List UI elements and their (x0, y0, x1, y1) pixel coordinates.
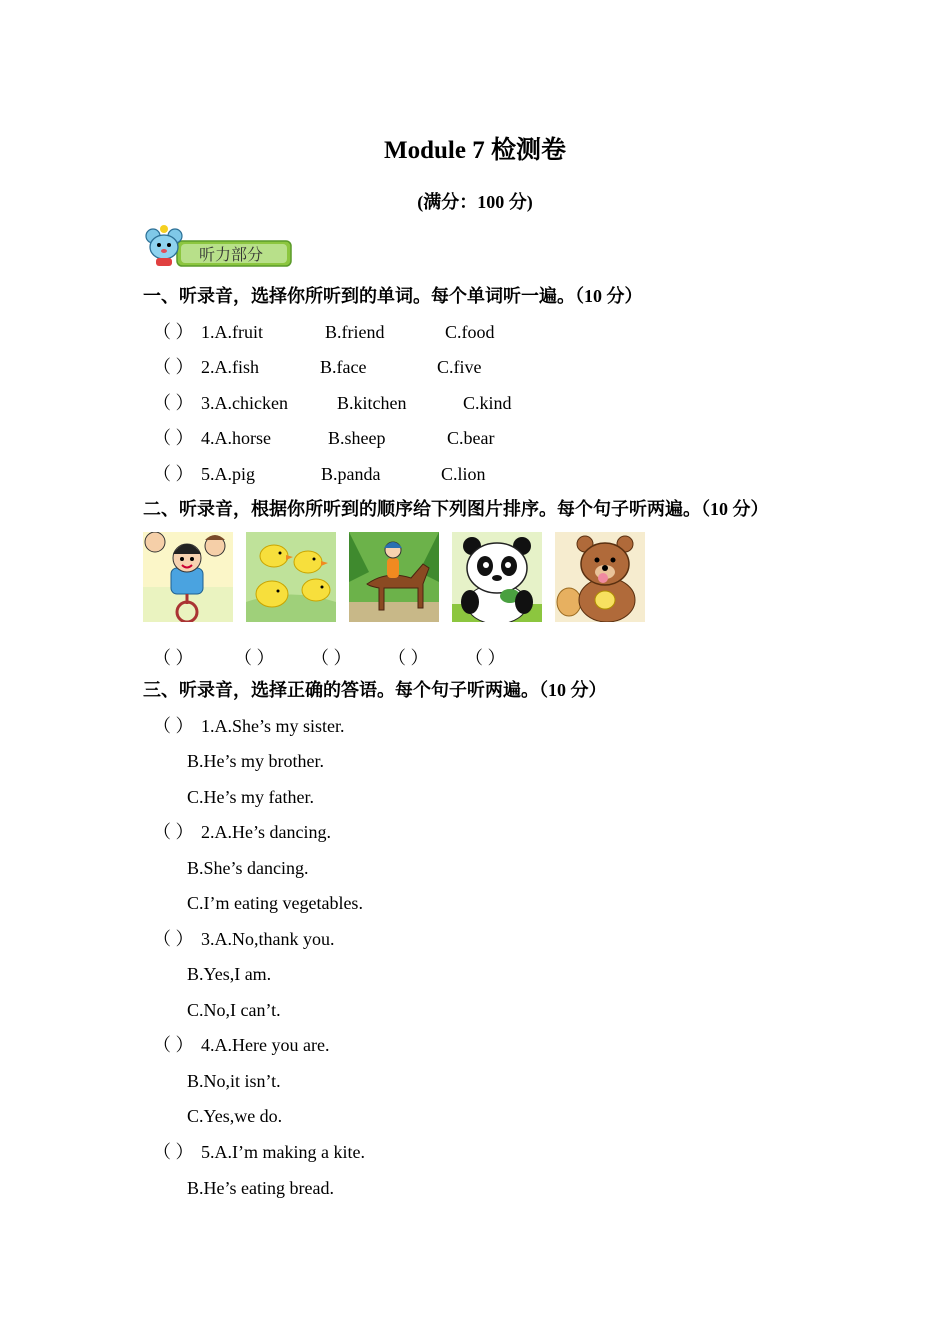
order-blank-4[interactable]: （ ） (388, 648, 429, 668)
bear-icon (555, 532, 645, 622)
horse-rider-picture (349, 532, 439, 622)
bear-honey-picture (555, 532, 645, 622)
option-a: 1.A.fruit (201, 322, 263, 342)
chicks-picture (246, 532, 336, 622)
section3-heading: 三、听录音，选择正确的答语。每个句子听两遍。（10 分） (143, 680, 607, 700)
answer-blank[interactable]: （ ） (153, 1142, 194, 1162)
option-b: B.kitchen (337, 393, 407, 413)
option-c: C.bear (447, 428, 495, 448)
boy-riding-bike-picture (143, 532, 233, 622)
order-blank-2[interactable]: （ ） (234, 648, 275, 668)
badge-label: 听力部分 (199, 245, 264, 264)
option-b: B.face (320, 357, 367, 377)
panda-eating-picture (452, 532, 542, 622)
option-b: B.She’s dancing. (187, 858, 309, 878)
answer-blank[interactable]: （ ） (153, 716, 194, 736)
option-c: C.lion (441, 464, 486, 484)
horse-icon (349, 532, 439, 622)
option-b: B.Yes,I am. (187, 964, 272, 984)
option-c: C.No,I can’t. (187, 1000, 281, 1020)
option-c: C.He’s my father. (187, 787, 314, 807)
option-a: 3.A.No,thank you. (201, 929, 335, 949)
option-a: 1.A.She’s my sister. (201, 716, 345, 736)
option-a: 4.A.horse (201, 428, 271, 448)
answer-blank[interactable]: （ ） (153, 322, 194, 342)
option-a: 2.A.fish (201, 357, 259, 377)
answer-blank[interactable]: （ ） (153, 1035, 194, 1055)
answer-blank[interactable]: （ ） (153, 357, 194, 377)
chicks-icon (246, 532, 336, 622)
answer-blank[interactable]: （ ） (153, 464, 194, 484)
option-c: C.I’m eating vegetables. (187, 893, 363, 913)
option-c: C.five (437, 357, 482, 377)
answer-blank[interactable]: （ ） (153, 393, 194, 413)
option-a: 5.A.pig (201, 464, 255, 484)
option-a: 3.A.chicken (201, 393, 288, 413)
boy-bike-icon (143, 532, 233, 622)
option-a: 5.A.I’m making a kite. (201, 1142, 365, 1162)
listening-badge (143, 222, 295, 268)
answer-blank[interactable]: （ ） (153, 428, 194, 448)
option-b: B.No,it isn’t. (187, 1071, 281, 1091)
option-a: 2.A.He’s dancing. (201, 822, 331, 842)
order-blank-5[interactable]: （ ） (465, 648, 506, 668)
page-title: Module 7 检测卷 (384, 137, 566, 164)
section1-heading: 一、听录音，选择你所听到的单词。每个单词听一遍。（10 分） (143, 286, 643, 306)
order-blank-1[interactable]: （ ） (153, 648, 194, 668)
panda-icon (452, 532, 542, 622)
option-b: B.He’s eating bread. (187, 1178, 334, 1198)
option-c: C.Yes,we do. (187, 1106, 283, 1126)
section2-heading: 二、听录音，根据你所听到的顺序给下列图片排序。每个句子听两遍。（10 分） (143, 499, 769, 519)
option-b: B.He’s my brother. (187, 751, 324, 771)
option-b: B.sheep (328, 428, 386, 448)
option-a: 4.A.Here you are. (201, 1035, 330, 1055)
option-b: B.friend (325, 322, 385, 342)
option-c: C.kind (463, 393, 512, 413)
option-b: B.panda (321, 464, 381, 484)
answer-blank[interactable]: （ ） (153, 822, 194, 842)
score-note: (满分：100 分) (417, 192, 533, 212)
option-c: C.food (445, 322, 495, 342)
order-blank-3[interactable]: （ ） (311, 648, 352, 668)
answer-blank[interactable]: （ ） (153, 929, 194, 949)
